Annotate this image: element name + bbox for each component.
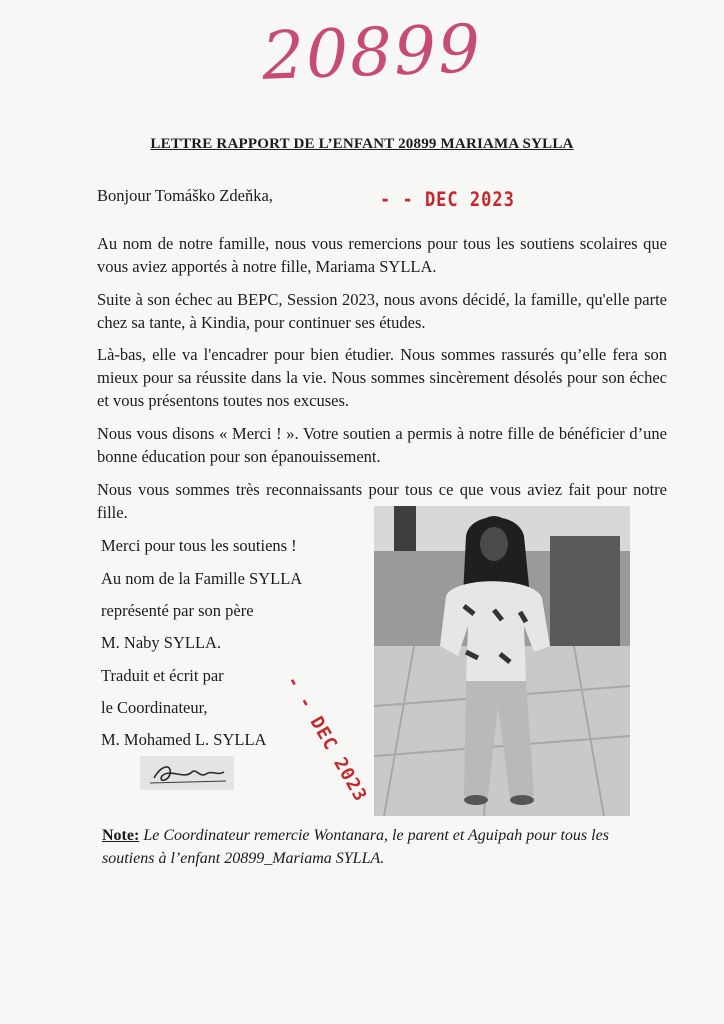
closing-line: Merci pour tous les soutiens !	[101, 536, 297, 555]
paragraph-reconnaissants: Nous vous sommes très reconnaissants pour tous ce que vous aviez fait pour notre fille.	[97, 480, 667, 522]
date-stamp-top: - - DEC 2023	[380, 188, 515, 212]
closing-line: Traduit et écrit par	[101, 666, 224, 685]
paragraph-kindia: Là-bas, elle va l'encadrer pour bien étudier. Nous sommes rassurés qu’elle fera son mieux pour sa réussite dans la vie. Nous sommes sincèrement désolés pour son échec et vous présentons toutes nos excuses.	[97, 345, 667, 410]
closing-line: Au nom de la Famille SYLLA	[101, 569, 303, 588]
coordinator-note	[102, 824, 662, 870]
closing-line: le Coordinateur,	[101, 698, 208, 717]
handwritten-child-number: 20899	[260, 10, 484, 95]
greeting: Bonjour Tomáško Zdeňka,	[97, 186, 273, 205]
note-text: Le Coordinateur remercie Wontanara, le parent et Aguipah pour tous les soutiens à l’enfant 20899_Mariama SYLLA.	[102, 827, 609, 867]
coordinator-signature	[140, 756, 234, 790]
paragraph-bepc: Suite à son échec au BEPC, Session 2023, nous avons décidé, la famille, qu'elle parte chez sa tante, à Kindia, pour continuer ses études.	[97, 290, 667, 332]
paragraph-merci: Nous vous disons « Merci ! ». Votre soutien a permis à notre fille de bénéficier d’une bonne éducation pour son épanouissement.	[97, 424, 667, 466]
date-stamp-photo: - - DEC 2023	[281, 672, 372, 806]
closing-line: M. Naby SYLLA.	[101, 633, 222, 652]
closing-line: représenté par son père	[101, 601, 254, 620]
letter-title: LETTRE RAPPORT DE L’ENFANT 20899 MARIAMA SYLLA	[150, 136, 574, 152]
closing-line: M. Mohamed L. SYLLA	[101, 730, 267, 749]
child-photo	[374, 506, 630, 816]
paragraph-thanks: Au nom de notre famille, nous vous remercions pour tous les soutiens scolaires que vous aviez apportés à notre fille, Mariama SYLLA.	[97, 234, 667, 276]
note-label: Note:	[102, 827, 140, 844]
